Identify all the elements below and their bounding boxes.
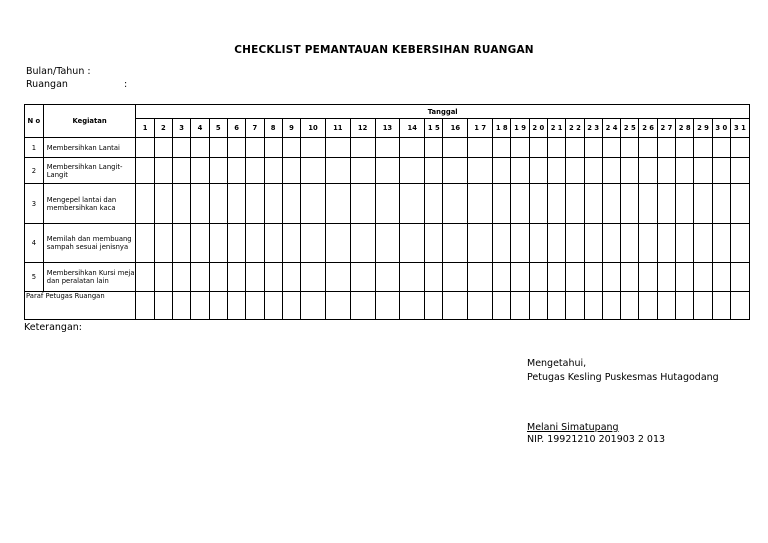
signatory-position: Petugas Kesling Puskesmas Hutagodang	[527, 372, 719, 383]
check-cell[interactable]	[227, 138, 245, 158]
check-cell[interactable]	[468, 184, 493, 224]
activity-name: Memilah dan membuang sampah sesuai jenisnya	[43, 224, 136, 263]
signature-cell[interactable]	[468, 292, 493, 320]
check-cell[interactable]	[694, 263, 712, 292]
activity-name: Membersihkan Langit-Langit	[43, 158, 136, 184]
check-cell[interactable]	[400, 263, 425, 292]
check-cell[interactable]	[584, 263, 602, 292]
check-cell[interactable]	[325, 184, 350, 224]
signature-cell[interactable]	[511, 292, 529, 320]
check-cell[interactable]	[639, 224, 657, 263]
check-cell[interactable]	[657, 184, 675, 224]
check-cell[interactable]	[191, 263, 209, 292]
check-cell[interactable]	[529, 138, 547, 158]
check-cell[interactable]	[602, 158, 620, 184]
check-cell[interactable]	[301, 184, 326, 224]
check-cell[interactable]	[154, 224, 172, 263]
check-cell[interactable]	[264, 158, 282, 184]
check-cell[interactable]	[325, 224, 350, 263]
check-cell[interactable]	[209, 263, 227, 292]
notes-label: Keterangan:	[24, 322, 82, 333]
check-cell[interactable]	[493, 158, 511, 184]
check-cell[interactable]	[511, 184, 529, 224]
check-cell[interactable]	[566, 138, 584, 158]
date-column-header: 2 2	[566, 119, 584, 138]
check-cell[interactable]	[730, 263, 749, 292]
date-column-header: 2 7	[657, 119, 675, 138]
check-cell[interactable]	[173, 158, 191, 184]
check-cell[interactable]	[350, 224, 375, 263]
activity-name: Membersihkan Kursi meja dan peralatan lain	[43, 263, 136, 292]
table-row	[25, 184, 750, 224]
check-cell[interactable]	[209, 224, 227, 263]
date-column-header: 2 8	[676, 119, 694, 138]
check-cell[interactable]	[712, 184, 730, 224]
check-cell[interactable]	[712, 138, 730, 158]
check-cell[interactable]	[400, 138, 425, 158]
check-cell[interactable]	[584, 184, 602, 224]
check-cell[interactable]	[136, 263, 154, 292]
row-number: 2	[25, 158, 44, 184]
check-cell[interactable]	[425, 263, 443, 292]
check-cell[interactable]	[209, 138, 227, 158]
date-column-header: 2 4	[602, 119, 620, 138]
check-cell[interactable]	[191, 138, 209, 158]
signature-cell[interactable]	[282, 292, 300, 320]
row-number: 3	[25, 184, 44, 224]
check-cell[interactable]	[468, 263, 493, 292]
date-column-header: 3 0	[712, 119, 730, 138]
check-cell[interactable]	[639, 263, 657, 292]
check-cell[interactable]	[694, 158, 712, 184]
signature-cell[interactable]	[136, 292, 154, 320]
acknowledged-label: Mengetahui,	[527, 358, 587, 369]
row-number: 4	[25, 224, 44, 263]
signature-cell[interactable]	[246, 292, 264, 320]
signature-cell[interactable]	[547, 292, 565, 320]
check-cell[interactable]	[712, 158, 730, 184]
check-cell[interactable]	[400, 184, 425, 224]
check-cell[interactable]	[657, 224, 675, 263]
date-column-header: 14	[400, 119, 425, 138]
signature-cell[interactable]	[657, 292, 675, 320]
signatory-nip: NIP. 19921210 201903 2 013	[527, 434, 666, 445]
room-field	[26, 79, 128, 90]
signatory-name: Melani Simatupang	[527, 422, 619, 433]
check-cell[interactable]	[173, 138, 191, 158]
check-cell[interactable]	[511, 138, 529, 158]
check-cell[interactable]	[657, 263, 675, 292]
check-cell[interactable]	[657, 158, 675, 184]
date-column-header: 2 3	[584, 119, 602, 138]
date-column-header: 11	[325, 119, 350, 138]
row-number: 1	[25, 138, 44, 158]
check-cell[interactable]	[566, 224, 584, 263]
signature-cell[interactable]	[301, 292, 326, 320]
check-cell[interactable]	[246, 263, 264, 292]
check-cell[interactable]	[375, 184, 400, 224]
signature-cell[interactable]	[529, 292, 547, 320]
check-cell[interactable]	[375, 224, 400, 263]
signature-row	[25, 292, 750, 320]
check-cell[interactable]	[468, 224, 493, 263]
check-cell[interactable]	[400, 158, 425, 184]
date-column-header: 2 6	[639, 119, 657, 138]
check-cell[interactable]	[602, 138, 620, 158]
check-cell[interactable]	[227, 263, 245, 292]
check-cell[interactable]	[350, 184, 375, 224]
check-cell[interactable]	[375, 158, 400, 184]
date-column-header: 4	[191, 119, 209, 138]
signature-cell[interactable]	[375, 292, 400, 320]
check-cell[interactable]	[375, 263, 400, 292]
table-row	[25, 138, 750, 158]
check-cell[interactable]	[209, 158, 227, 184]
check-cell[interactable]	[350, 158, 375, 184]
check-cell[interactable]	[154, 158, 172, 184]
no-header: N o	[25, 105, 44, 138]
check-cell[interactable]	[566, 184, 584, 224]
check-cell[interactable]	[301, 263, 326, 292]
signature-cell[interactable]	[191, 292, 209, 320]
check-cell[interactable]	[191, 158, 209, 184]
check-cell[interactable]	[375, 138, 400, 158]
signature-cell[interactable]	[350, 292, 375, 320]
check-cell[interactable]	[173, 184, 191, 224]
check-cell[interactable]	[529, 158, 547, 184]
date-column-header: 8	[264, 119, 282, 138]
room-label: Ruangan	[26, 79, 68, 90]
month-year-label: Bulan/Tahun :	[26, 66, 91, 77]
signature-cell[interactable]	[730, 292, 749, 320]
check-cell[interactable]	[246, 138, 264, 158]
check-cell[interactable]	[443, 184, 468, 224]
check-cell[interactable]	[493, 224, 511, 263]
check-cell[interactable]	[173, 263, 191, 292]
signature-cell[interactable]	[676, 292, 694, 320]
date-column-header: 10	[301, 119, 326, 138]
signature-cell[interactable]	[209, 292, 227, 320]
activity-header: Kegiatan	[43, 105, 136, 138]
check-cell[interactable]	[425, 224, 443, 263]
check-cell[interactable]	[493, 138, 511, 158]
date-column-header: 3 1	[730, 119, 749, 138]
signature-cell[interactable]	[443, 292, 468, 320]
activity-name: Mengepel lantai dan membersihkan kaca	[43, 184, 136, 224]
check-cell[interactable]	[325, 158, 350, 184]
check-cell[interactable]	[154, 184, 172, 224]
date-column-header: 2 0	[529, 119, 547, 138]
signature-cell[interactable]	[712, 292, 730, 320]
check-cell[interactable]	[350, 263, 375, 292]
signature-cell[interactable]	[566, 292, 584, 320]
check-cell[interactable]	[529, 184, 547, 224]
document-title: CHECKLIST PEMANTAUAN KEBERSIHAN RUANGAN	[234, 44, 534, 56]
month-year-field	[26, 66, 91, 77]
check-cell[interactable]	[443, 158, 468, 184]
check-cell[interactable]	[639, 158, 657, 184]
check-cell[interactable]	[676, 184, 694, 224]
check-cell[interactable]	[136, 158, 154, 184]
date-column-header: 9	[282, 119, 300, 138]
date-column-header: 5	[209, 119, 227, 138]
date-column-header: 12	[350, 119, 375, 138]
date-column-header: 7	[246, 119, 264, 138]
table-row	[25, 224, 750, 263]
check-cell[interactable]	[621, 224, 639, 263]
check-cell[interactable]	[350, 138, 375, 158]
table-row	[25, 263, 750, 292]
check-cell[interactable]	[676, 224, 694, 263]
date-column-header: 1 7	[468, 119, 493, 138]
date-column-header: 6	[227, 119, 245, 138]
check-cell[interactable]	[264, 263, 282, 292]
signature-cell[interactable]	[493, 292, 511, 320]
check-cell[interactable]	[602, 184, 620, 224]
signature-cell[interactable]	[694, 292, 712, 320]
check-cell[interactable]	[511, 158, 529, 184]
check-cell[interactable]	[209, 184, 227, 224]
check-cell[interactable]	[712, 224, 730, 263]
signature-cell[interactable]	[602, 292, 620, 320]
check-cell[interactable]	[282, 158, 300, 184]
signature-cell[interactable]	[584, 292, 602, 320]
check-cell[interactable]	[246, 158, 264, 184]
signature-row-label: Paraf Petugas Ruangan	[25, 292, 136, 320]
check-cell[interactable]	[657, 138, 675, 158]
date-column-header: 2 9	[694, 119, 712, 138]
check-cell[interactable]	[136, 184, 154, 224]
check-cell[interactable]	[602, 224, 620, 263]
date-column-header: 1	[136, 119, 154, 138]
check-cell[interactable]	[227, 158, 245, 184]
check-cell[interactable]	[584, 224, 602, 263]
activity-name: Membersihkan Lantai	[43, 138, 136, 158]
check-cell[interactable]	[282, 224, 300, 263]
check-cell[interactable]	[468, 138, 493, 158]
check-cell[interactable]	[547, 158, 565, 184]
check-cell[interactable]	[621, 158, 639, 184]
check-cell[interactable]	[676, 138, 694, 158]
date-column-header: 2 1	[547, 119, 565, 138]
check-cell[interactable]	[282, 184, 300, 224]
check-cell[interactable]	[547, 184, 565, 224]
check-cell[interactable]	[621, 184, 639, 224]
check-cell[interactable]	[529, 224, 547, 263]
date-column-header: 3	[173, 119, 191, 138]
check-cell[interactable]	[325, 138, 350, 158]
date-column-header: 16	[443, 119, 468, 138]
check-cell[interactable]	[730, 184, 749, 224]
check-cell[interactable]	[676, 263, 694, 292]
date-column-header: 13	[375, 119, 400, 138]
date-column-header: 1 9	[511, 119, 529, 138]
check-cell[interactable]	[694, 138, 712, 158]
signature-cell[interactable]	[264, 292, 282, 320]
check-cell[interactable]	[621, 263, 639, 292]
check-cell[interactable]	[301, 224, 326, 263]
check-cell[interactable]	[264, 224, 282, 263]
check-cell[interactable]	[730, 138, 749, 158]
check-cell[interactable]	[639, 184, 657, 224]
check-cell[interactable]	[191, 224, 209, 263]
signature-cell[interactable]	[621, 292, 639, 320]
check-cell[interactable]	[547, 263, 565, 292]
check-cell[interactable]	[282, 138, 300, 158]
check-cell[interactable]	[694, 224, 712, 263]
check-cell[interactable]	[154, 263, 172, 292]
check-cell[interactable]	[602, 263, 620, 292]
check-cell[interactable]	[639, 138, 657, 158]
check-cell[interactable]	[511, 224, 529, 263]
check-cell[interactable]	[264, 184, 282, 224]
check-cell[interactable]	[730, 158, 749, 184]
check-cell[interactable]	[301, 158, 326, 184]
check-cell[interactable]	[493, 263, 511, 292]
signature-cell[interactable]	[154, 292, 172, 320]
signature-cell[interactable]	[400, 292, 425, 320]
check-cell[interactable]	[264, 138, 282, 158]
check-cell[interactable]	[425, 184, 443, 224]
check-cell[interactable]	[301, 138, 326, 158]
check-cell[interactable]	[246, 224, 264, 263]
check-cell[interactable]	[730, 224, 749, 263]
row-number: 5	[25, 263, 44, 292]
check-cell[interactable]	[547, 138, 565, 158]
checklist-table	[24, 104, 750, 320]
check-cell[interactable]	[154, 138, 172, 158]
check-cell[interactable]	[443, 224, 468, 263]
signature-cell[interactable]	[173, 292, 191, 320]
room-colon: :	[124, 79, 128, 90]
check-cell[interactable]	[443, 263, 468, 292]
check-cell[interactable]	[136, 138, 154, 158]
signature-cell[interactable]	[639, 292, 657, 320]
table-row	[25, 158, 750, 184]
date-column-header: 2	[154, 119, 172, 138]
date-column-header: 2 5	[621, 119, 639, 138]
check-cell[interactable]	[676, 158, 694, 184]
check-cell[interactable]	[227, 224, 245, 263]
signature-cell[interactable]	[425, 292, 443, 320]
check-cell[interactable]	[191, 184, 209, 224]
check-cell[interactable]	[529, 263, 547, 292]
check-cell[interactable]	[425, 158, 443, 184]
check-cell[interactable]	[712, 263, 730, 292]
check-cell[interactable]	[584, 138, 602, 158]
check-cell[interactable]	[173, 224, 191, 263]
date-header: Tanggal	[136, 105, 750, 119]
check-cell[interactable]	[547, 224, 565, 263]
date-column-header: 1 5	[425, 119, 443, 138]
check-cell[interactable]	[511, 263, 529, 292]
check-cell[interactable]	[325, 263, 350, 292]
check-cell[interactable]	[621, 138, 639, 158]
check-cell[interactable]	[136, 224, 154, 263]
check-cell[interactable]	[694, 184, 712, 224]
date-column-header: 1 8	[493, 119, 511, 138]
check-cell[interactable]	[566, 158, 584, 184]
check-cell[interactable]	[468, 158, 493, 184]
check-cell[interactable]	[282, 263, 300, 292]
signature-cell[interactable]	[227, 292, 245, 320]
signature-cell[interactable]	[325, 292, 350, 320]
check-cell[interactable]	[425, 138, 443, 158]
check-cell[interactable]	[443, 138, 468, 158]
check-cell[interactable]	[566, 263, 584, 292]
check-cell[interactable]	[584, 158, 602, 184]
check-cell[interactable]	[400, 224, 425, 263]
check-cell[interactable]	[246, 184, 264, 224]
check-cell[interactable]	[493, 184, 511, 224]
check-cell[interactable]	[227, 184, 245, 224]
